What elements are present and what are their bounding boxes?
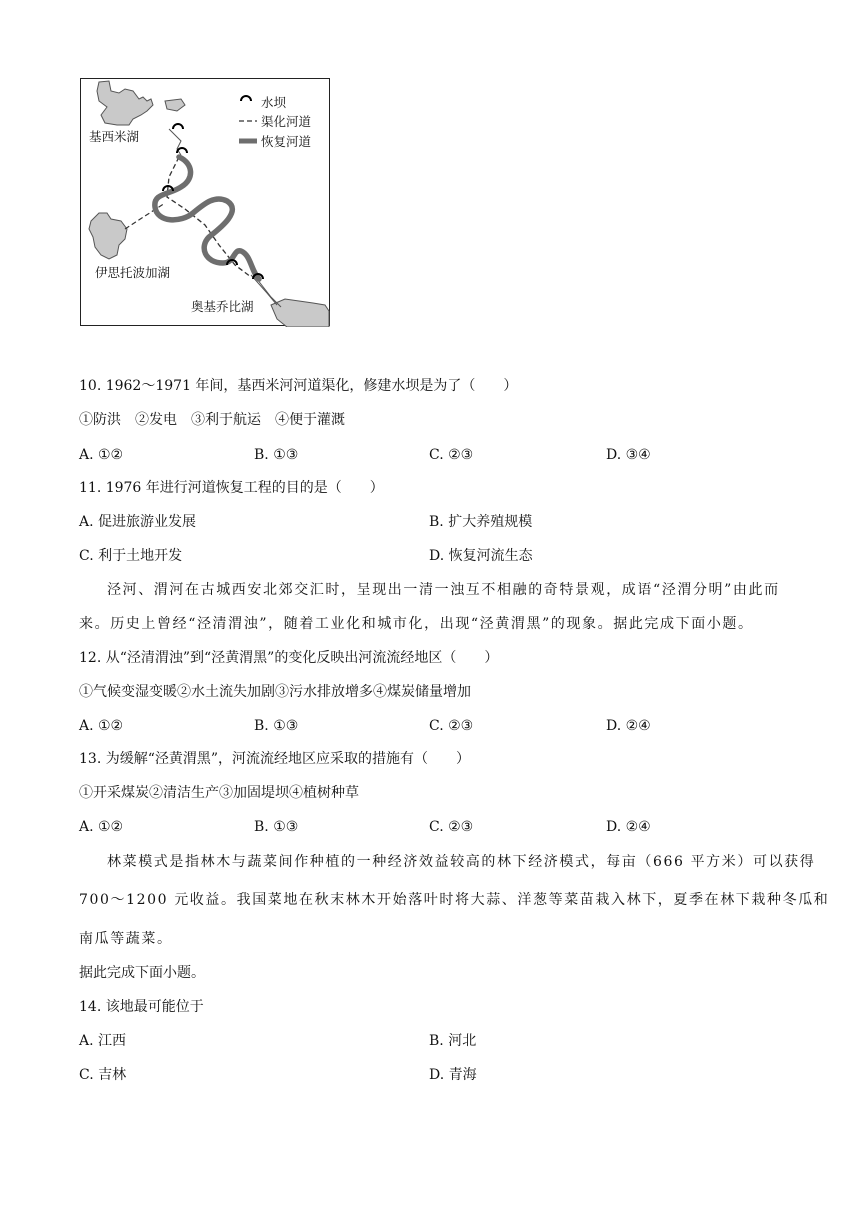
q12-option-d[interactable]: D. ②④ [606,718,651,734]
q12-stem: 12. 从“泾清渭浊”到“泾黄渭黑”的变化反映出河流流经地区（ ） [79,650,499,666]
q12-option-c[interactable]: C. ②③ [429,718,474,734]
dam-icon [177,148,187,153]
label-lake-kissimmee: 基西米湖 [89,129,140,144]
q14-stem: 14. 该地最可能位于 [79,999,204,1015]
passage2-line-2: 700～1200 元收益。我国菜地在秋末林木开始落叶时将大蒜、洋葱等菜苗栽入林下，夏季在林下栽种冬瓜和 [79,892,830,908]
instruction: 据此完成下面小题。 [79,965,205,981]
dam-icon [173,124,183,129]
q13-option-c[interactable]: C. ②③ [429,819,474,835]
q11-stem: 11. 1976 年进行河道恢复工程的目的是（ ） [79,480,384,496]
legend-dam-label: 水坝 [261,95,287,110]
q14-option-a[interactable]: A. 江西 [79,1033,127,1049]
passage2-line-3: 南瓜等蔬菜。 [79,931,173,947]
passage2-line-1: 林菜模式是指林木与蔬菜间作种植的一种经济效益较高的林下经济模式，每亩（666 平方米）可以获得 [107,854,816,870]
legend-channelized-label: 渠化河道 [261,114,312,129]
q10-option-c[interactable]: C. ②③ [429,447,474,463]
passage1-line-2: 来。历史上曾经“泾清渭浊”，随着工业化和城市化，出现“泾黄渭黑”的现象。据此完成下面小题。 [79,616,754,632]
q13-stem: 13. 为缓解“泾黄渭黑”，河流流经地区应采取的措施有（ ） [79,751,471,767]
label-lake-istokpoga: 伊思托波加湖 [95,265,171,280]
q11-option-a[interactable]: A. 促进旅游业发展 [79,514,197,530]
q13-items: ①开采煤炭②清洁生产③加固堤坝④植树种草 [79,785,359,801]
q10-option-b[interactable]: B. ①③ [254,447,299,463]
q12-option-a[interactable]: A. ①② [79,718,124,734]
river-map [81,79,331,327]
q12-items: ①气候变湿变暖②水土流失加剧③污水排放增多④煤炭储量增加 [79,684,471,700]
q11-option-b[interactable]: B. 扩大养殖规模 [429,514,533,530]
q14-option-c[interactable]: C. 吉林 [79,1067,127,1083]
q10-option-a[interactable]: A. ①② [79,447,124,463]
q10-items: ①防洪 ②发电 ③利于航运 ④便于灌溉 [79,412,345,428]
river-map-figure [80,78,330,326]
dam-legend-icon [241,96,251,101]
q11-option-d[interactable]: D. 恢复河流生态 [429,548,533,564]
legend-restored-label: 恢复河道 [261,134,312,149]
q12-option-b[interactable]: B. ①③ [254,718,299,734]
lake-istokpoga-shape [89,213,127,259]
lake-okeechobee-shape [271,299,329,327]
passage1-line-1: 泾河、渭河在古城西安北郊交汇时，呈现出一清一浊互不相融的奇特景观，成语“泾渭分明”由此而 [107,582,780,598]
q14-option-d[interactable]: D. 青海 [429,1067,477,1083]
q13-option-a[interactable]: A. ①② [79,819,124,835]
q10-stem: 10. 1962～1971 年间，基西米河河道渠化，修建水坝是为了（ ） [79,378,518,394]
q13-option-b[interactable]: B. ①③ [254,819,299,835]
q11-option-c[interactable]: C. 利于土地开发 [79,548,183,564]
q14-option-b[interactable]: B. 河北 [429,1033,477,1049]
q10-option-d[interactable]: D. ③④ [606,447,651,463]
label-lake-okeechobee: 奥基乔比湖 [191,299,254,314]
q13-option-d[interactable]: D. ②④ [606,819,651,835]
lake-kissimmee-shape [97,81,153,125]
